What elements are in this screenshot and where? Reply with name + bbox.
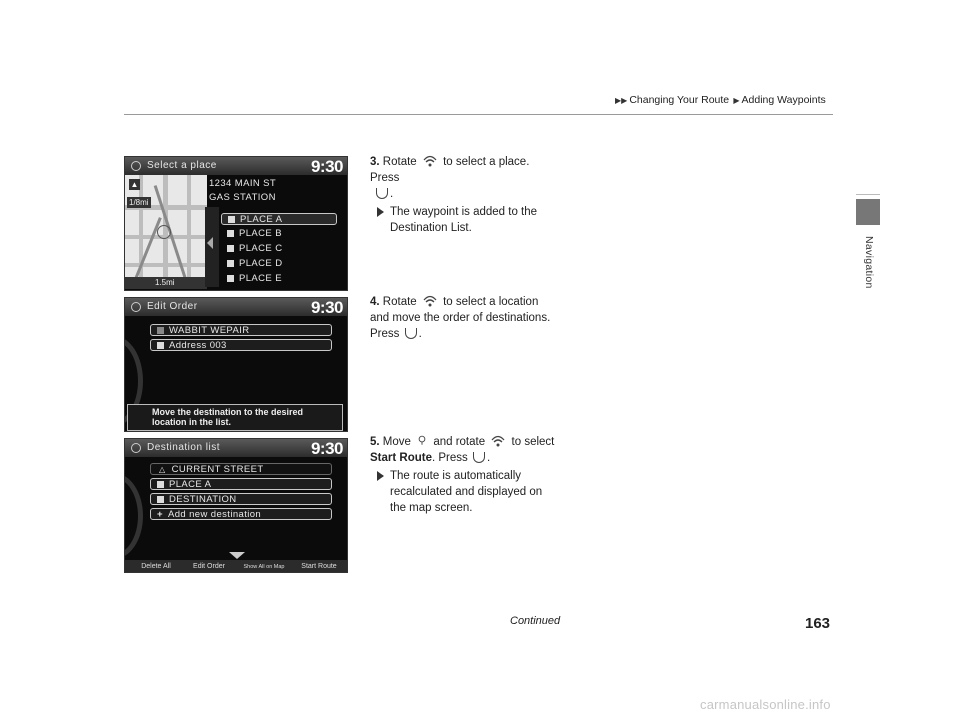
screen-header [125,439,347,457]
map-scale: 1/8mi [129,198,149,207]
step-number: 4. [370,296,380,308]
north-icon: ▲ [130,180,139,189]
screen-select-place [124,156,348,291]
clock: 9:30 [310,298,343,317]
address-line: GAS STATION [209,192,276,203]
screen-title: Destination list [147,442,221,453]
list-item[interactable]: PLACE A [150,478,332,490]
clock: 9:30 [310,439,343,458]
delete-all-button[interactable]: Delete All [141,563,171,570]
step-number: 5. [370,436,380,448]
flag-icon [157,342,164,349]
breadcrumb-item: Changing Your Route [629,94,730,106]
list-item[interactable]: PLACE B [221,228,337,240]
breadcrumb [613,94,826,106]
scroll-arc [124,473,143,559]
start-route-term: Start Route [370,452,432,464]
step-result: The waypoint is added to the Destination List. [370,204,560,236]
step-5: 5. Move and rotate to select Start Route. Press . The route is automatically recalculated and displayed on the map screen. [370,436,555,514]
enter-button-icon [405,328,417,339]
crosshair-icon [157,225,171,239]
info-icon [131,443,141,453]
info-icon [131,161,141,171]
result-arrow-icon [377,471,384,481]
flag-icon [157,481,164,488]
section-tab [853,236,883,326]
page-number: 163 [805,615,831,632]
interface-dial-icon [423,155,437,167]
scroll-left-icon [207,237,213,249]
interface-dial-icon [491,435,505,447]
show-all-on-map-button[interactable]: Show All on Map [243,564,285,570]
distance-value: 1.5mi [155,278,175,287]
result-arrow-icon [377,207,384,217]
breadcrumb-item: Adding Waypoints [741,94,826,106]
header-divider [124,114,833,115]
edit-order-button[interactable]: Edit Order [193,563,225,570]
list-item[interactable]: WABBIT WEPAIR [150,324,332,336]
place-icon [227,230,234,237]
section-tab-marker [856,199,880,225]
message-box [127,404,343,431]
interface-dial-icon [423,295,437,307]
move-joystick-icon [417,434,427,447]
info-icon [131,302,141,312]
place-icon [228,216,235,223]
list-item[interactable]: Address 003 [150,339,332,351]
list-item[interactable]: PLACE A [221,213,337,225]
start-route-button[interactable]: Start Route [301,563,337,570]
screen-title: Edit Order [147,301,198,312]
screen-title: Select a place [147,160,217,171]
flag-icon [157,496,164,503]
screen-header [125,298,347,316]
list-item[interactable]: △ CURRENT STREET [150,463,332,475]
enter-button-icon [376,188,388,199]
plus-icon: + [157,509,163,520]
message-text: Move the destination to the desired location in the list. [152,407,304,427]
screen-destination-list [124,438,348,573]
side-tab-divider [856,194,880,195]
map-view [125,175,207,289]
step-result: The route is automatically recalculated and displayed on the map screen. [370,468,550,516]
double-arrow-icon: ▶▶ [615,96,628,105]
place-icon [227,275,234,282]
list-item[interactable]: PLACE C [221,243,337,255]
scroll-arc [205,207,219,287]
flag-icon [157,327,164,334]
list-item[interactable]: PLACE E [221,273,337,285]
arrow-down-icon [229,552,245,559]
distance-bar [125,277,207,289]
add-destination-button[interactable]: + Add new destination [150,508,332,520]
step-number: 3. [370,156,380,168]
current-location-icon: △ [159,465,166,474]
list-item[interactable]: DESTINATION [150,493,332,505]
step-4: 4. Rotate to select a location and move the order of destinations. Press . [370,296,551,340]
screen-edit-order [124,297,348,432]
step-3: 3. Rotate to select a place. Press . The waypoint is added to the Destination List. [370,154,560,236]
list-item[interactable]: PLACE D [221,258,337,270]
address-line: 1234 MAIN ST [209,178,277,189]
section-tab-label: Navigation [863,236,875,289]
continued-label: Continued [510,615,561,627]
screen-header [125,157,347,175]
place-icon [227,260,234,267]
enter-button-icon [473,452,485,463]
place-icon [227,245,234,252]
clock: 9:30 [310,157,343,176]
arrow-icon: ▶ [731,96,740,105]
watermark: carmanualsonline.info [700,697,831,712]
